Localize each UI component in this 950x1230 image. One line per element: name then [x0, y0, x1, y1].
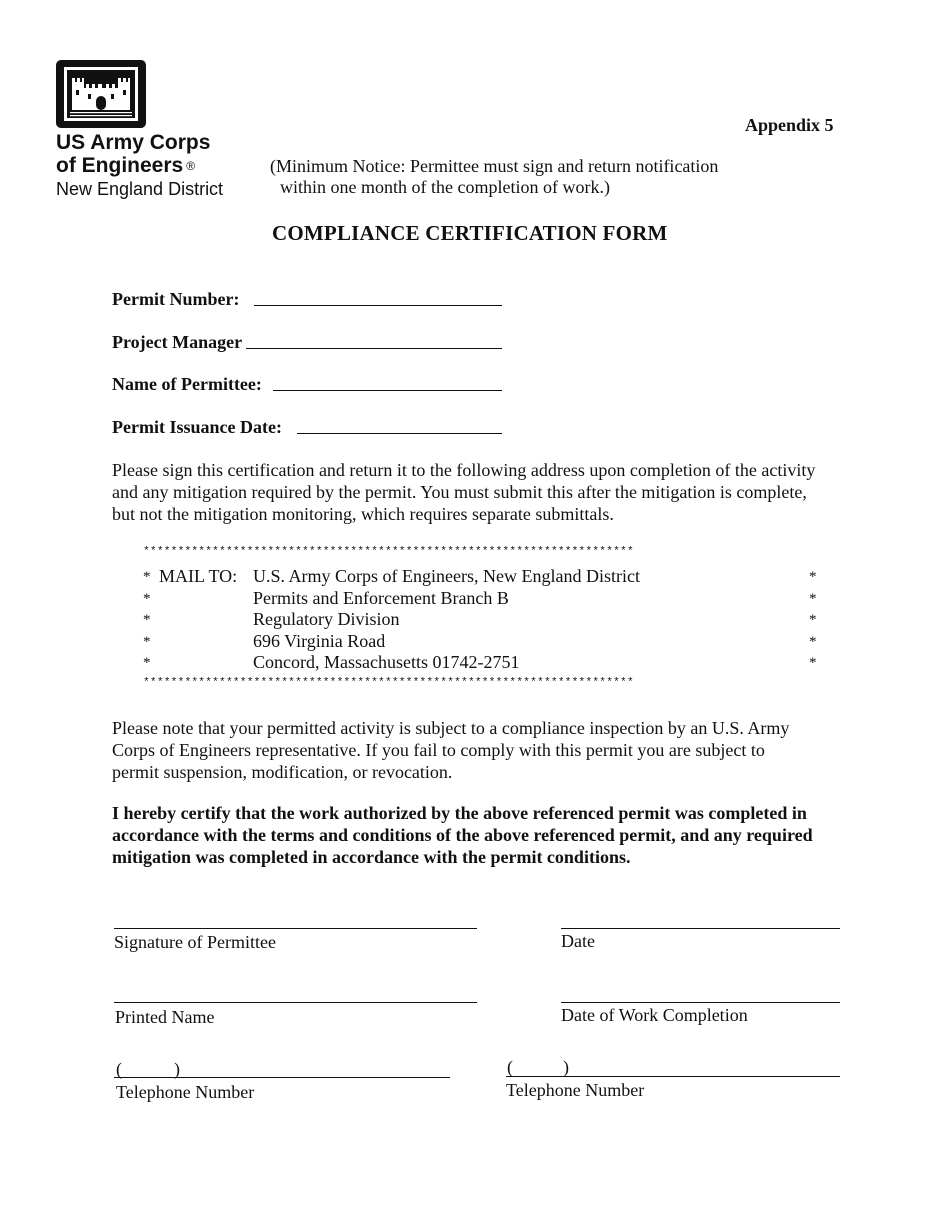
notice-line-1: (Minimum Notice: Permittee must sign and return notification: [270, 156, 719, 176]
mail-address-line-2: Permits and Enforcement Branch B: [253, 588, 509, 608]
star-right-3: *: [809, 612, 817, 628]
star-left-3: *: [143, 612, 151, 628]
certify-line-2: accordance with the terms and conditions of the above referenced permit, and any required: [112, 825, 813, 845]
work-completion-date-field[interactable]: [561, 1002, 840, 1003]
note-line-1: Please note that your permitted activity is subject to a compliance inspection by an U.S. Army: [112, 718, 790, 738]
mail-address-line-5: Concord, Massachusetts 01742-2751: [253, 652, 520, 672]
instructions-line-3: but not the mitigation monitoring, which requires separate submittals.: [112, 504, 614, 524]
printed-name-label: Printed Name: [115, 1007, 215, 1027]
phone-area-close-paren-right: ): [563, 1057, 569, 1077]
project-manager-label: Project Manager: [112, 332, 243, 352]
registered-mark: ®: [186, 159, 196, 173]
star-right-4: *: [809, 634, 817, 650]
certify-line-1: I hereby certify that the work authorized by the above referenced permit was completed in: [112, 803, 807, 823]
instructions-paragraph: [112, 459, 815, 525]
minimum-notice: [270, 156, 718, 198]
appendix-label: Appendix 5: [745, 115, 834, 135]
star-left-2: *: [143, 591, 151, 607]
org-name-line1: US Army Corps: [56, 131, 211, 154]
star-left-4: *: [143, 634, 151, 650]
star-left-5: *: [143, 655, 151, 671]
org-name-line2: [56, 154, 195, 178]
name-of-permittee-field[interactable]: [273, 390, 502, 391]
mail-address-line-4: 696 Virginia Road: [253, 631, 386, 651]
signature-field[interactable]: [114, 928, 477, 929]
star-right-5: *: [809, 655, 817, 671]
note-line-3: permit suspension, modification, or revocation.: [112, 762, 453, 782]
inspection-note: [112, 717, 789, 783]
star-right-1: *: [809, 569, 817, 585]
star-right-2: *: [809, 591, 817, 607]
telephone-field-right[interactable]: [506, 1076, 840, 1077]
telephone-field-left[interactable]: [114, 1077, 450, 1078]
date-field[interactable]: [561, 928, 840, 929]
permit-issuance-date-field[interactable]: [297, 433, 502, 434]
signature-label: Signature of Permittee: [114, 932, 276, 952]
permit-issuance-date-label: Permit Issuance Date:: [112, 417, 282, 437]
notice-line-2: within one month of the completion of work.): [280, 177, 610, 197]
usace-castle-logo: [56, 60, 146, 128]
phone-area-close-paren-left: ): [174, 1059, 180, 1079]
mail-to-label: MAIL TO:: [159, 566, 238, 586]
date-label: Date: [561, 931, 595, 951]
instructions-line-1: Please sign this certification and return it to the following address upon completion of the activity: [112, 460, 816, 480]
permit-number-label: Permit Number:: [112, 289, 240, 309]
form-title: COMPLIANCE CERTIFICATION FORM: [272, 221, 668, 245]
mail-address-line-3: Regulatory Division: [253, 609, 400, 629]
project-manager-field[interactable]: [246, 348, 502, 349]
name-of-permittee-label: Name of Permittee:: [112, 374, 262, 394]
work-completion-date-label: Date of Work Completion: [561, 1005, 748, 1025]
stars-border-bottom: ***********************************************************************: [143, 677, 634, 689]
instructions-line-2: and any mitigation required by the permit. You must submit this after the mitigation is complete,: [112, 482, 807, 502]
printed-name-field[interactable]: [114, 1002, 477, 1003]
telephone-label-left: Telephone Number: [116, 1082, 255, 1102]
certify-line-3: mitigation was completed in accordance with the permit conditions.: [112, 847, 631, 867]
note-line-2: Corps of Engineers representative. If you fail to comply with this permit you are subject to: [112, 740, 765, 760]
org-district: New England District: [56, 179, 224, 199]
phone-area-open-paren-right: (: [507, 1057, 513, 1077]
phone-area-open-paren-left: (: [116, 1059, 122, 1079]
org-name-line2-text: of Engineers: [56, 154, 184, 177]
stars-border-top: ***********************************************************************: [143, 546, 634, 558]
mail-address-line-1: U.S. Army Corps of Engineers, New England District: [253, 566, 640, 586]
star-left-1: *: [143, 569, 151, 585]
certification-statement: [112, 802, 813, 868]
permit-number-field[interactable]: [254, 305, 502, 306]
telephone-label-right: Telephone Number: [506, 1080, 645, 1100]
